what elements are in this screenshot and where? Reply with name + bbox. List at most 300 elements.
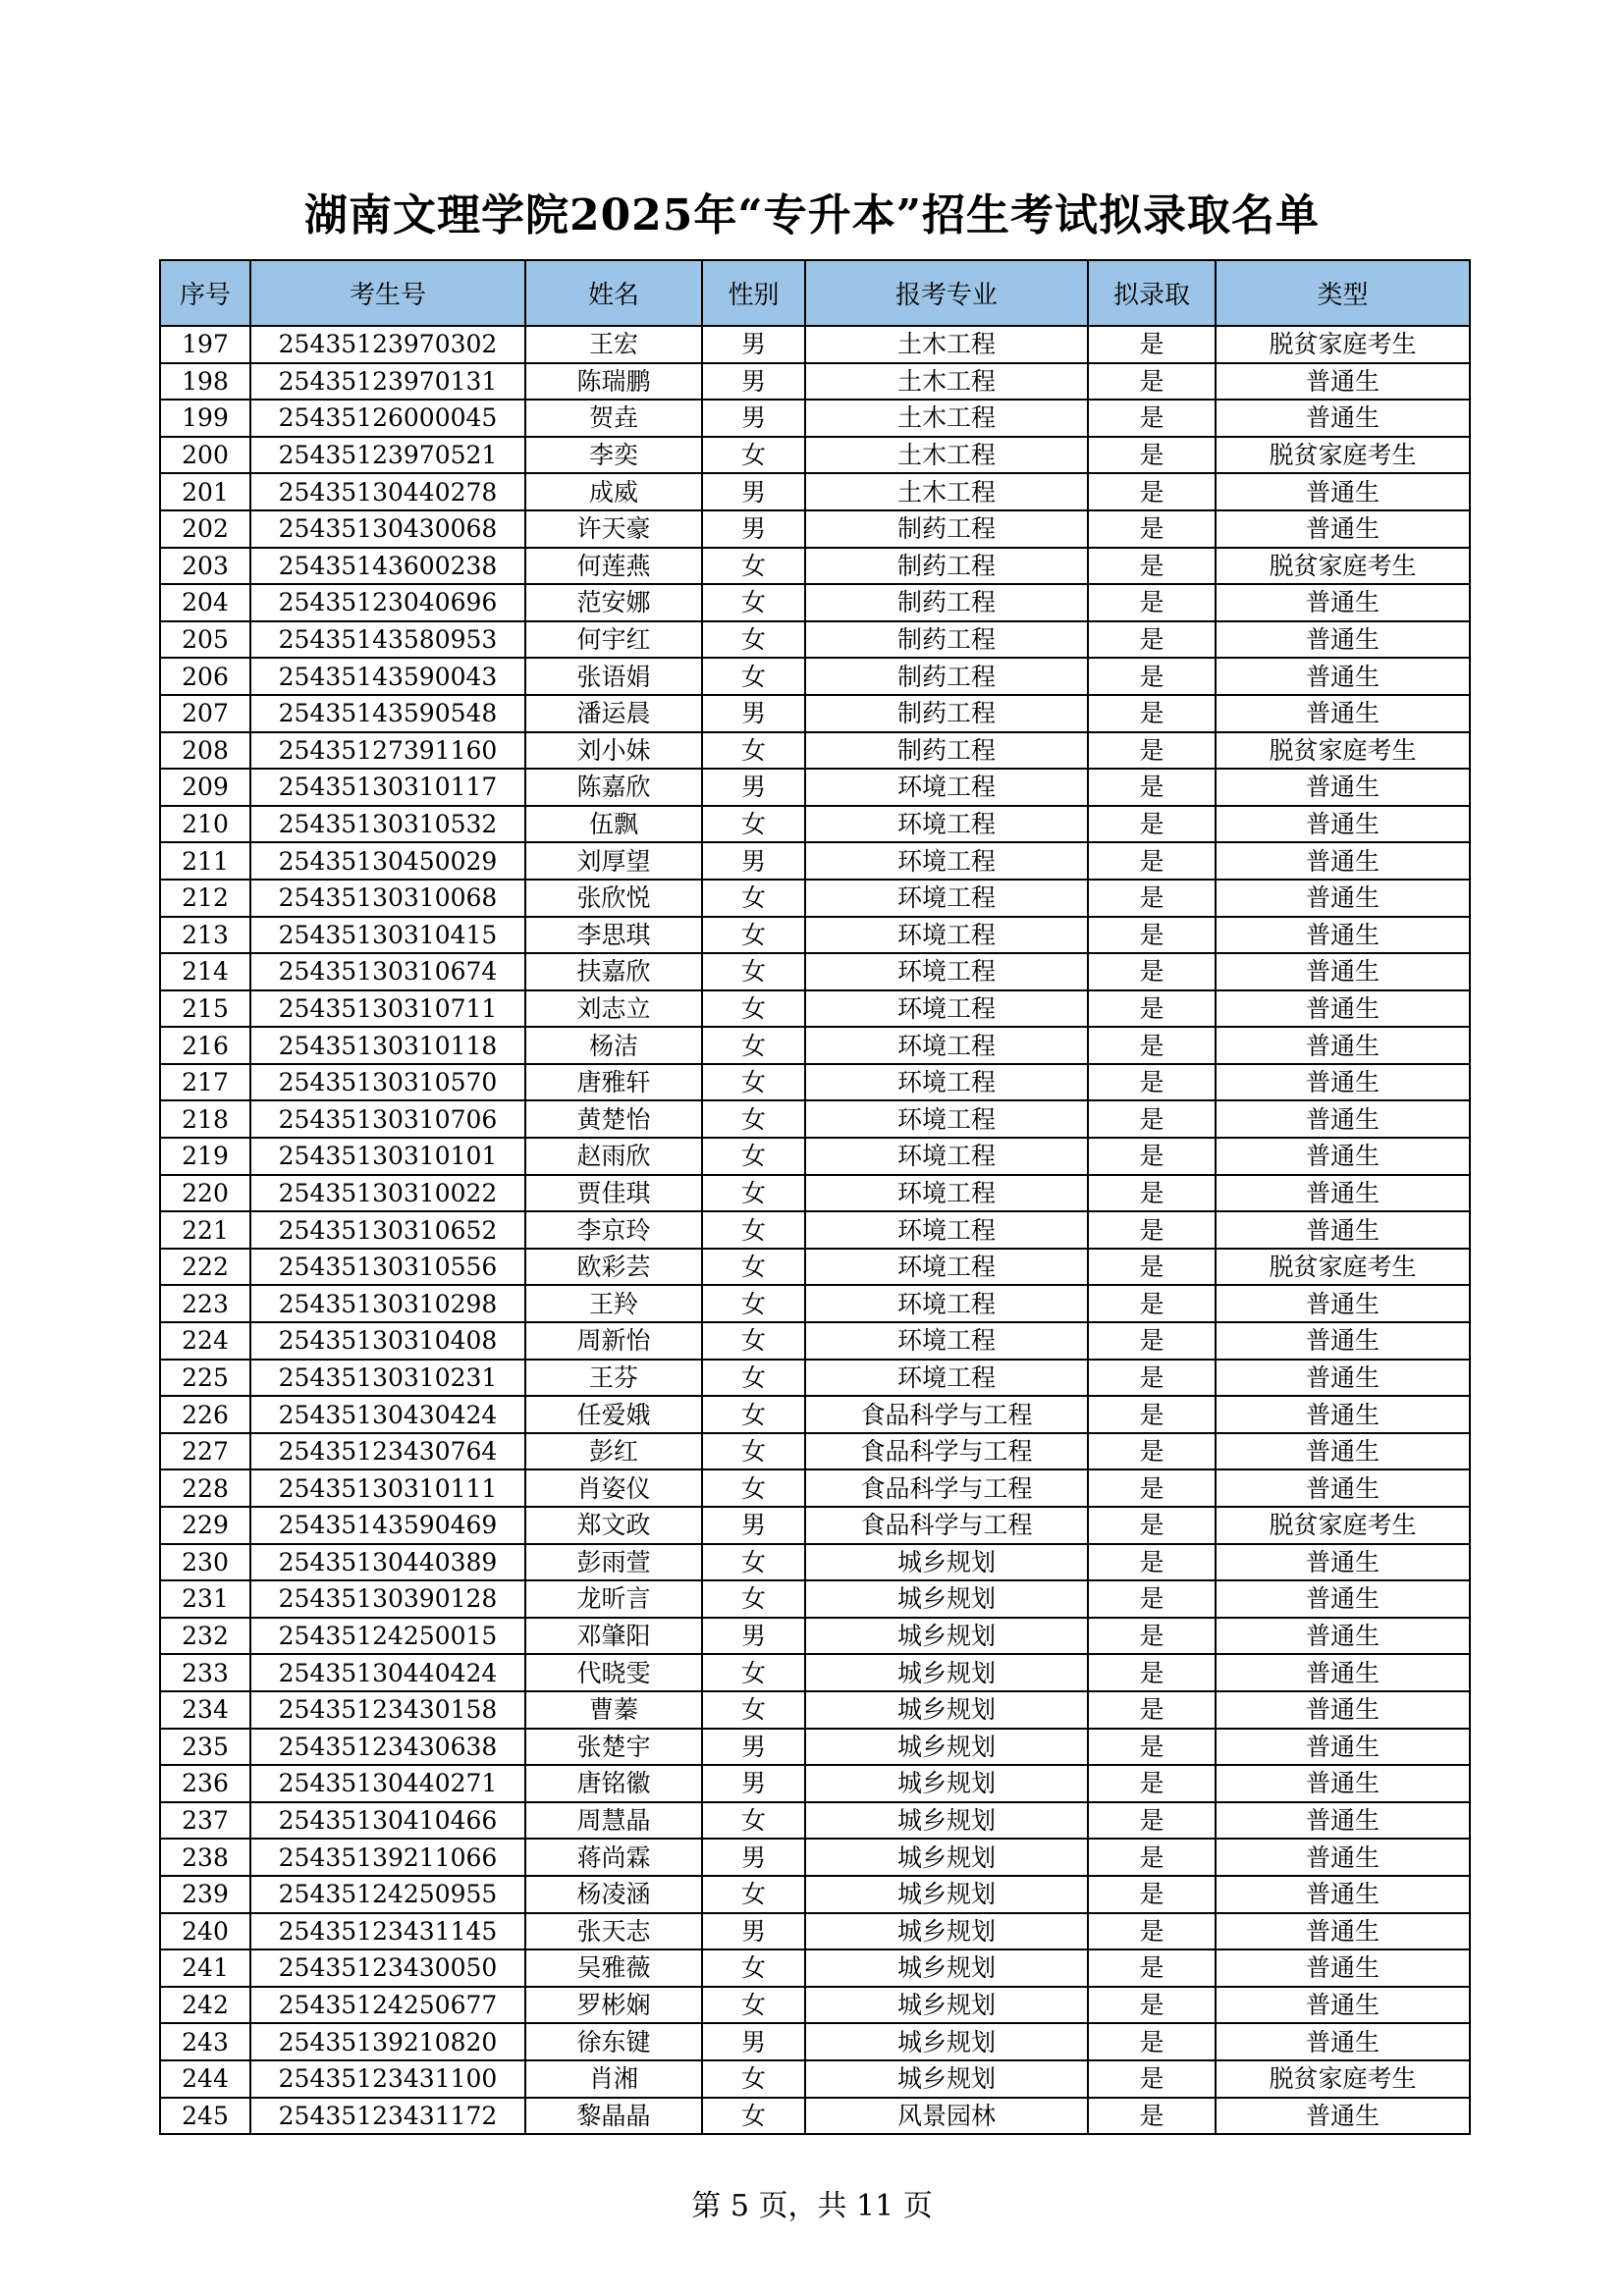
cell-type: 脱贫家庭考生: [1216, 548, 1470, 585]
cell-admitted: 是: [1088, 2060, 1216, 2098]
cell-exam-number: 25435143580953: [250, 621, 525, 659]
cell-index: 239: [160, 1876, 250, 1913]
cell-admitted: 是: [1088, 2023, 1216, 2060]
cell-major: 城乡规划: [805, 1618, 1088, 1655]
cell-name: 潘运晨: [525, 695, 702, 732]
cell-type: 普通生: [1216, 1396, 1470, 1433]
cell-gender: 女: [702, 548, 805, 585]
cell-gender: 女: [702, 658, 805, 695]
cell-type: 普通生: [1216, 1064, 1470, 1101]
cell-type: 普通生: [1216, 806, 1470, 843]
table-row: [160, 1802, 1470, 1840]
header-index: 序号: [160, 260, 250, 326]
cell-gender: 女: [702, 880, 805, 917]
cell-name: 邓肇阳: [525, 1618, 702, 1655]
cell-gender: 女: [702, 1396, 805, 1433]
table-row: [160, 400, 1470, 437]
cell-major: 制药工程: [805, 695, 1088, 732]
cell-index: 223: [160, 1285, 250, 1322]
cell-name: 范安娜: [525, 584, 702, 621]
table-row: [160, 473, 1470, 510]
cell-gender: 女: [702, 1949, 805, 1987]
table-row: [160, 880, 1470, 917]
cell-exam-number: 25435130310674: [250, 953, 525, 990]
cell-index: 213: [160, 917, 250, 954]
cell-gender: 女: [702, 1249, 805, 1286]
cell-admitted: 是: [1088, 1322, 1216, 1360]
cell-index: 244: [160, 2060, 250, 2098]
cell-major: 环境工程: [805, 1285, 1088, 1322]
cell-type: 普通生: [1216, 990, 1470, 1028]
cell-admitted: 是: [1088, 806, 1216, 843]
table-row: [160, 1729, 1470, 1766]
cell-admitted: 是: [1088, 842, 1216, 880]
table-row: [160, 842, 1470, 880]
table-row: [160, 917, 1470, 954]
cell-gender: 女: [702, 806, 805, 843]
cell-type: 普通生: [1216, 2098, 1470, 2135]
cell-gender: 男: [702, 1729, 805, 1766]
cell-type: 普通生: [1216, 1433, 1470, 1470]
cell-type: 普通生: [1216, 1876, 1470, 1913]
cell-exam-number: 25435127391160: [250, 732, 525, 770]
cell-major: 环境工程: [805, 842, 1088, 880]
cell-name: 杨洁: [525, 1027, 702, 1064]
cell-admitted: 是: [1088, 732, 1216, 770]
cell-name: 徐东键: [525, 2023, 702, 2060]
cell-type: 普通生: [1216, 658, 1470, 695]
header-gender: 性别: [702, 260, 805, 326]
cell-exam-number: 25435123430638: [250, 1729, 525, 1766]
cell-name: 王宏: [525, 326, 702, 363]
cell-index: 222: [160, 1249, 250, 1286]
table-row: [160, 1987, 1470, 2024]
cell-index: 228: [160, 1469, 250, 1507]
cell-exam-number: 25435130310652: [250, 1211, 525, 1249]
cell-index: 200: [160, 437, 250, 474]
cell-index: 227: [160, 1433, 250, 1470]
cell-major: 环境工程: [805, 1249, 1088, 1286]
cell-major: 制药工程: [805, 584, 1088, 621]
cell-gender: 女: [702, 621, 805, 659]
cell-name: 李京玲: [525, 1211, 702, 1249]
cell-major: 土木工程: [805, 400, 1088, 437]
cell-exam-number: 25435130310408: [250, 1322, 525, 1360]
cell-name: 吴雅薇: [525, 1949, 702, 1987]
cell-major: 城乡规划: [805, 1729, 1088, 1766]
cell-gender: 女: [702, 1360, 805, 1397]
cell-exam-number: 25435130390128: [250, 1580, 525, 1618]
cell-admitted: 是: [1088, 1913, 1216, 1950]
cell-exam-number: 25435123431100: [250, 2060, 525, 2098]
cell-name: 欧彩芸: [525, 1249, 702, 1286]
cell-major: 环境工程: [805, 917, 1088, 954]
cell-major: 环境工程: [805, 1138, 1088, 1175]
cell-exam-number: 25435130310298: [250, 1285, 525, 1322]
cell-type: 普通生: [1216, 842, 1470, 880]
table-row: [160, 1175, 1470, 1212]
cell-admitted: 是: [1088, 1987, 1216, 2024]
table-row: [160, 990, 1470, 1028]
cell-gender: 女: [702, 953, 805, 990]
cell-gender: 男: [702, 473, 805, 510]
cell-exam-number: 25435124250677: [250, 1987, 525, 2024]
cell-index: 234: [160, 1691, 250, 1729]
cell-major: 城乡规划: [805, 1949, 1088, 1987]
cell-index: 224: [160, 1322, 250, 1360]
cell-exam-number: 25435130310532: [250, 806, 525, 843]
cell-index: 233: [160, 1654, 250, 1691]
cell-index: 212: [160, 880, 250, 917]
cell-name: 彭雨萱: [525, 1544, 702, 1581]
cell-type: 普通生: [1216, 1138, 1470, 1175]
cell-gender: 男: [702, 400, 805, 437]
cell-major: 城乡规划: [805, 1544, 1088, 1581]
cell-index: 219: [160, 1138, 250, 1175]
cell-name: 陈嘉欣: [525, 769, 702, 806]
cell-index: 197: [160, 326, 250, 363]
cell-name: 代晓雯: [525, 1654, 702, 1691]
cell-index: 221: [160, 1211, 250, 1249]
cell-admitted: 是: [1088, 1064, 1216, 1101]
table-row: [160, 2060, 1470, 2098]
cell-type: 普通生: [1216, 1987, 1470, 2024]
cell-major: 城乡规划: [805, 1691, 1088, 1729]
cell-index: 199: [160, 400, 250, 437]
table-row: [160, 1654, 1470, 1691]
cell-exam-number: 25435123970131: [250, 363, 525, 400]
cell-type: 脱贫家庭考生: [1216, 326, 1470, 363]
cell-gender: 女: [702, 1654, 805, 1691]
cell-admitted: 是: [1088, 1580, 1216, 1618]
header-major: 报考专业: [805, 260, 1088, 326]
cell-name: 周新怡: [525, 1322, 702, 1360]
cell-major: 环境工程: [805, 1211, 1088, 1249]
cell-name: 许天豪: [525, 510, 702, 548]
cell-admitted: 是: [1088, 953, 1216, 990]
cell-index: 220: [160, 1175, 250, 1212]
cell-gender: 男: [702, 1618, 805, 1655]
cell-major: 制药工程: [805, 658, 1088, 695]
cell-index: 232: [160, 1618, 250, 1655]
cell-name: 唐雅轩: [525, 1064, 702, 1101]
table-row: [160, 1064, 1470, 1101]
cell-exam-number: 25435124250015: [250, 1618, 525, 1655]
table-row: [160, 695, 1470, 732]
cell-admitted: 是: [1088, 880, 1216, 917]
cell-major: 制药工程: [805, 548, 1088, 585]
cell-major: 食品科学与工程: [805, 1396, 1088, 1433]
header-exam-number: 考生号: [250, 260, 525, 326]
cell-type: 普通生: [1216, 1913, 1470, 1950]
cell-type: 普通生: [1216, 695, 1470, 732]
cell-exam-number: 25435143590469: [250, 1507, 525, 1544]
cell-gender: 男: [702, 326, 805, 363]
cell-name: 李奕: [525, 437, 702, 474]
cell-index: 230: [160, 1544, 250, 1581]
table-row: [160, 953, 1470, 990]
cell-name: 何莲燕: [525, 548, 702, 585]
table-row: [160, 1913, 1470, 1950]
cell-exam-number: 25435130430424: [250, 1396, 525, 1433]
cell-gender: 女: [702, 917, 805, 954]
cell-gender: 女: [702, 732, 805, 770]
cell-exam-number: 25435130440271: [250, 1765, 525, 1802]
cell-index: 242: [160, 1987, 250, 2024]
table-row: [160, 1249, 1470, 1286]
cell-type: 普通生: [1216, 1027, 1470, 1064]
cell-gender: 男: [702, 1839, 805, 1876]
cell-admitted: 是: [1088, 1285, 1216, 1322]
table-row: [160, 1469, 1470, 1507]
cell-name: 龙昕言: [525, 1580, 702, 1618]
table-row: [160, 1544, 1470, 1581]
cell-index: 198: [160, 363, 250, 400]
cell-major: 城乡规划: [805, 1580, 1088, 1618]
cell-type: 脱贫家庭考生: [1216, 437, 1470, 474]
cell-exam-number: 25435123040696: [250, 584, 525, 621]
cell-major: 环境工程: [805, 1360, 1088, 1397]
cell-admitted: 是: [1088, 1544, 1216, 1581]
cell-admitted: 是: [1088, 1211, 1216, 1249]
cell-major: 土木工程: [805, 473, 1088, 510]
cell-major: 环境工程: [805, 953, 1088, 990]
cell-type: 普通生: [1216, 1949, 1470, 1987]
cell-type: 脱贫家庭考生: [1216, 732, 1470, 770]
cell-exam-number: 25435130310711: [250, 990, 525, 1028]
cell-index: 218: [160, 1100, 250, 1138]
cell-admitted: 是: [1088, 1654, 1216, 1691]
cell-type: 普通生: [1216, 1618, 1470, 1655]
table-row: [160, 732, 1470, 770]
cell-index: 206: [160, 658, 250, 695]
cell-admitted: 是: [1088, 584, 1216, 621]
admission-table: [159, 259, 1471, 2135]
page-footer: 第 5 页，共 11 页: [691, 2189, 933, 2223]
table-row: [160, 1285, 1470, 1322]
cell-name: 张天志: [525, 1913, 702, 1950]
cell-gender: 女: [702, 1175, 805, 1212]
header-row: [160, 260, 1470, 326]
cell-name: 蒋尚霖: [525, 1839, 702, 1876]
cell-admitted: 是: [1088, 437, 1216, 474]
cell-admitted: 是: [1088, 2098, 1216, 2135]
cell-exam-number: 25435130440278: [250, 473, 525, 510]
cell-major: 环境工程: [805, 1175, 1088, 1212]
cell-name: 刘厚望: [525, 842, 702, 880]
cell-gender: 女: [702, 1987, 805, 2024]
cell-type: 普通生: [1216, 1211, 1470, 1249]
cell-admitted: 是: [1088, 1839, 1216, 1876]
cell-name: 王羚: [525, 1285, 702, 1322]
cell-admitted: 是: [1088, 990, 1216, 1028]
cell-admitted: 是: [1088, 1765, 1216, 1802]
cell-exam-number: 25435123970521: [250, 437, 525, 474]
cell-admitted: 是: [1088, 695, 1216, 732]
cell-name: 成威: [525, 473, 702, 510]
cell-name: 黎晶晶: [525, 2098, 702, 2135]
cell-type: 普通生: [1216, 473, 1470, 510]
cell-index: 226: [160, 1396, 250, 1433]
table-row: [160, 1396, 1470, 1433]
cell-gender: 女: [702, 1544, 805, 1581]
table-row: [160, 1211, 1470, 1249]
cell-gender: 女: [702, 1064, 805, 1101]
cell-major: 食品科学与工程: [805, 1469, 1088, 1507]
cell-name: 彭红: [525, 1433, 702, 1470]
cell-exam-number: 25435123431172: [250, 2098, 525, 2135]
cell-type: 普通生: [1216, 1360, 1470, 1397]
cell-admitted: 是: [1088, 658, 1216, 695]
cell-gender: 女: [702, 1876, 805, 1913]
cell-admitted: 是: [1088, 473, 1216, 510]
cell-gender: 男: [702, 695, 805, 732]
cell-gender: 女: [702, 1469, 805, 1507]
cell-exam-number: 25435143590043: [250, 658, 525, 695]
cell-index: 210: [160, 806, 250, 843]
cell-exam-number: 25435123430764: [250, 1433, 525, 1470]
cell-major: 环境工程: [805, 1100, 1088, 1138]
cell-type: 普通生: [1216, 1802, 1470, 1840]
table-row: [160, 548, 1470, 585]
cell-name: 郑文政: [525, 1507, 702, 1544]
cell-exam-number: 25435139211066: [250, 1839, 525, 1876]
header-admitted: 拟录取: [1088, 260, 1216, 326]
cell-admitted: 是: [1088, 400, 1216, 437]
cell-name: 曹蓁: [525, 1691, 702, 1729]
cell-index: 208: [160, 732, 250, 770]
cell-admitted: 是: [1088, 1876, 1216, 1913]
cell-admitted: 是: [1088, 769, 1216, 806]
cell-name: 杨凌涵: [525, 1876, 702, 1913]
cell-major: 环境工程: [805, 1322, 1088, 1360]
cell-major: 城乡规划: [805, 1913, 1088, 1950]
cell-exam-number: 25435124250955: [250, 1876, 525, 1913]
table-row: [160, 1618, 1470, 1655]
cell-exam-number: 25435130310570: [250, 1064, 525, 1101]
cell-index: 245: [160, 2098, 250, 2135]
cell-admitted: 是: [1088, 1027, 1216, 1064]
cell-gender: 男: [702, 2023, 805, 2060]
table-row: [160, 658, 1470, 695]
cell-major: 城乡规划: [805, 1987, 1088, 2024]
cell-major: 城乡规划: [805, 2023, 1088, 2060]
table-row: [160, 1949, 1470, 1987]
cell-major: 制药工程: [805, 732, 1088, 770]
cell-name: 扶嘉欣: [525, 953, 702, 990]
table-row: [160, 1876, 1470, 1913]
table-row: [160, 510, 1470, 548]
document-title: 湖南文理学院2025年“专升本”招生考试拟录取名单: [303, 190, 1321, 240]
cell-index: 215: [160, 990, 250, 1028]
cell-exam-number: 25435130310118: [250, 1027, 525, 1064]
cell-name: 何宇红: [525, 621, 702, 659]
cell-name: 周慧晶: [525, 1802, 702, 1840]
cell-admitted: 是: [1088, 1618, 1216, 1655]
cell-exam-number: 25435130430068: [250, 510, 525, 548]
cell-gender: 女: [702, 1027, 805, 1064]
cell-major: 风景园林: [805, 2098, 1088, 2135]
cell-gender: 女: [702, 1802, 805, 1840]
cell-major: 环境工程: [805, 1027, 1088, 1064]
table-row: [160, 806, 1470, 843]
table-row: [160, 1507, 1470, 1544]
cell-gender: 女: [702, 1433, 805, 1470]
cell-name: 陈瑞鹏: [525, 363, 702, 400]
cell-type: 普通生: [1216, 1765, 1470, 1802]
cell-admitted: 是: [1088, 1729, 1216, 1766]
cell-major: 土木工程: [805, 437, 1088, 474]
table-row: [160, 1360, 1470, 1397]
cell-exam-number: 25435139210820: [250, 2023, 525, 2060]
cell-gender: 男: [702, 363, 805, 400]
cell-exam-number: 25435130310068: [250, 880, 525, 917]
cell-type: 普通生: [1216, 1839, 1470, 1876]
cell-name: 李思琪: [525, 917, 702, 954]
cell-index: 241: [160, 1949, 250, 1987]
cell-type: 普通生: [1216, 1322, 1470, 1360]
cell-exam-number: 25435130410466: [250, 1802, 525, 1840]
cell-admitted: 是: [1088, 1396, 1216, 1433]
table-row: [160, 1138, 1470, 1175]
cell-type: 普通生: [1216, 1729, 1470, 1766]
cell-index: 203: [160, 548, 250, 585]
cell-name: 王芬: [525, 1360, 702, 1397]
cell-name: 任爱娥: [525, 1396, 702, 1433]
cell-gender: 男: [702, 1765, 805, 1802]
cell-gender: 女: [702, 1100, 805, 1138]
cell-exam-number: 25435130310231: [250, 1360, 525, 1397]
cell-gender: 女: [702, 1322, 805, 1360]
cell-admitted: 是: [1088, 1175, 1216, 1212]
cell-admitted: 是: [1088, 1691, 1216, 1729]
cell-name: 罗彬娴: [525, 1987, 702, 2024]
cell-exam-number: 25435130310117: [250, 769, 525, 806]
cell-type: 普通生: [1216, 1285, 1470, 1322]
cell-exam-number: 25435143590548: [250, 695, 525, 732]
cell-type: 普通生: [1216, 2023, 1470, 2060]
cell-exam-number: 25435130310111: [250, 1469, 525, 1507]
cell-name: 张语娟: [525, 658, 702, 695]
cell-exam-number: 25435130310415: [250, 917, 525, 954]
cell-index: 240: [160, 1913, 250, 1950]
cell-index: 204: [160, 584, 250, 621]
cell-gender: 女: [702, 2098, 805, 2135]
cell-type: 脱贫家庭考生: [1216, 2060, 1470, 2098]
cell-index: 216: [160, 1027, 250, 1064]
cell-gender: 女: [702, 1285, 805, 1322]
table-row: [160, 363, 1470, 400]
table-row: [160, 326, 1470, 363]
cell-exam-number: 25435130440389: [250, 1544, 525, 1581]
cell-major: 食品科学与工程: [805, 1507, 1088, 1544]
cell-gender: 女: [702, 1580, 805, 1618]
cell-major: 环境工程: [805, 769, 1088, 806]
cell-major: 城乡规划: [805, 1765, 1088, 1802]
cell-index: 229: [160, 1507, 250, 1544]
cell-name: 张欣悦: [525, 880, 702, 917]
cell-name: 张楚宇: [525, 1729, 702, 1766]
cell-major: 环境工程: [805, 806, 1088, 843]
cell-name: 刘小妹: [525, 732, 702, 770]
cell-major: 制药工程: [805, 510, 1088, 548]
cell-type: 普通生: [1216, 1580, 1470, 1618]
cell-major: 环境工程: [805, 880, 1088, 917]
cell-exam-number: 25435123430050: [250, 1949, 525, 1987]
cell-exam-number: 25435123431145: [250, 1913, 525, 1950]
table-row: [160, 1322, 1470, 1360]
cell-index: 201: [160, 473, 250, 510]
